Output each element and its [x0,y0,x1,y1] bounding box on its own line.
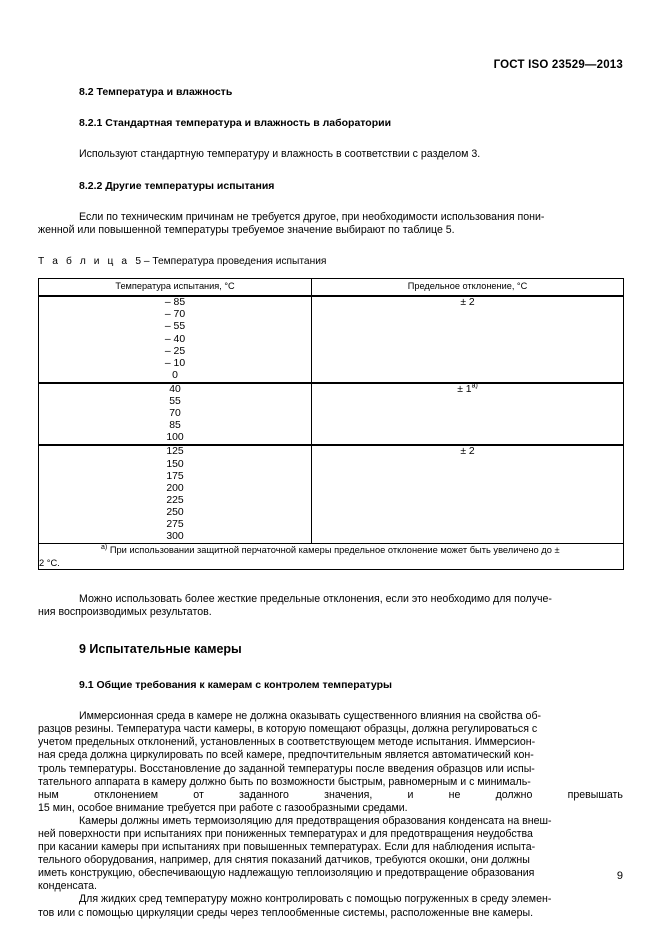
temperature-value: 40 [169,383,181,395]
table-caption-dash: – [143,256,150,268]
paragraph-line: тельного оборудования, например, для снятия показаний датчиков, требуются окошки, они должны [38,854,530,867]
table-5 [38,278,624,570]
cell-tolerance-group-3 [312,445,624,543]
paragraph-9-1-a [38,710,623,815]
footnote-marker: а) [101,544,108,552]
table-row [39,296,624,383]
paragraph-line: 15 мин, особое внимание требуется при работе с газообразными средами. [38,801,408,814]
table-caption-label: Т а б л и ц а [38,256,130,268]
paragraph-line: ней поверхности при испытаниях при пониженных температурах и для предотвращения неудобства [38,828,533,840]
heading-9-1: 9.1 Общие требования к камерам с контролем температуры [79,679,392,692]
cell-tolerance-group-2 [312,383,624,445]
heading-8-2: 8.2 Температура и влажность [79,86,233,98]
cell-temperatures-group-3 [39,445,312,543]
table-footnote [39,544,624,570]
column-header-tolerance: Предельное отклонение, °C [312,279,624,297]
paragraph-line: Иммерсионная среда в камере не должна оказывать существенного влияния на свойства об- [79,710,542,723]
paragraph-8-2-1: Используют стандартную температуру и влажность в соответствии с разделом 3. [79,148,481,160]
paragraph-9-1-c [38,893,623,919]
temperature-value: 70 [169,408,181,420]
column-header-temperature: Температура испытания, °C [39,279,312,297]
footnote-text-line-2: 2 °C. [39,557,60,568]
paragraph-line: Камеры должны иметь термоизоляцию для предотвращения образования конденсата на внеш- [79,814,552,827]
temperature-value: 175 [166,470,184,482]
tolerance-value: ± 2 [460,297,475,309]
paragraph-line: троль температуры. Восстановление до заданной температуры после введения образцов или испы- [38,762,535,775]
temperature-value: – 40 [164,333,186,345]
running-head: ГОСТ ISO 23529—2013 [493,59,623,71]
paragraph-word: от [193,788,204,801]
paragraph-line: Для жидких сред температуру можно контролировать с помощью погруженных в среду элемен- [79,893,552,906]
paragraph-line: Можно использовать более жесткие предельные отклонения, если это необходимо для получе- [79,592,552,605]
tolerance-value: ± 2 [460,446,475,458]
paragraph-line: Если по техническим причинам не требуется другое, при необходимости использования пони- [79,211,545,224]
paragraph-word: должно [495,788,533,801]
paragraph-line: иметь конструкцию, обеспечивающую надлежащую теплоизоляцию и предотвращение образования [38,867,535,880]
table-caption-title: Температура проведения испытания [152,256,327,268]
temperature-value: 55 [169,396,181,408]
cell-temperatures-group-2 [39,383,312,445]
temperature-value: 85 [169,420,181,432]
temperature-value: 225 [166,494,184,506]
paragraph-word: ным [38,788,59,801]
paragraph-word: не [448,788,461,801]
paragraph-line: учетом предельных отклонений, установленных в соответствующем методе испытания. Иммерсион- [38,736,536,749]
paragraph-word: значения, [324,788,373,801]
cell-tolerance-group-1 [312,296,624,383]
heading-8-2-2: 8.2.2 Другие температуры испытания [79,180,275,193]
temperature-value: 0 [172,369,178,381]
paragraph-9-1-b [38,815,623,894]
paragraph-line: тов или с помощью циркуляции среды через теплообменные системы, расположенные вне камеры. [38,906,534,919]
temperature-value: 125 [166,446,184,458]
temperature-value: 275 [166,518,184,530]
page-content [38,0,623,920]
paragraph-line: тательного аппарата в камеру должно быть по возможности быстрым, равномерным и с минималь- [38,775,531,788]
tolerance-value: ± 1 [457,383,472,395]
paragraph-line: ния воспроизводимых результатов. [38,606,212,619]
table-footnote-row [39,544,624,570]
footnote-marker: а) [471,382,478,390]
paragraph-after-table [38,593,623,619]
temperature-value: – 85 [164,297,186,309]
heading-8-2-1: 8.2.1 Стандартная температура и влажность в лаборатории [79,117,392,129]
page-number: 9 [616,870,623,882]
paragraph-word: и [407,788,414,801]
temperature-value: 100 [166,432,184,444]
temperature-value: 150 [166,458,184,470]
paragraph-word: превышать [567,788,623,801]
heading-9: 9 Испытательные камеры [79,642,242,657]
paragraph-line-justified [38,789,623,802]
paragraph-line: разцов резины. Температура части камеры, в которую помещают образцы, должна регулироваться с [38,723,538,736]
cell-temperatures-group-1 [39,296,312,383]
footnote-text: При использовании защитной перчаточной камеры предельное отклонение может быть увеличено до ± [109,545,560,556]
temperature-value: – 55 [164,321,186,333]
paragraph-line: при касании камеры при испытаниях при повышенных температурах. Если для наблюдения испыта- [38,841,536,854]
paragraph-line: женной или повышенной температуры требуемое значение выбирают по таблице 5. [38,224,455,237]
temperature-value: 250 [166,506,184,518]
table-caption-number: 5 [135,256,141,268]
paragraph-8-2-2 [38,211,623,237]
table-header-row [39,279,624,297]
paragraph-word: заданного [238,788,289,801]
temperature-value: 300 [166,531,184,543]
table-row [39,383,624,445]
table-caption [38,256,623,267]
table-row [39,445,624,543]
paragraph-line: ная среда должна циркулировать по всей камере, предпочтительным является автоматический кон- [38,749,534,762]
paragraph-word: отклонением [93,788,159,801]
paragraph-line: конденсата. [38,880,97,893]
temperature-value: – 70 [164,309,186,321]
temperature-value: – 25 [164,345,186,357]
temperature-value: – 10 [164,357,186,369]
temperature-value: 200 [166,482,184,494]
